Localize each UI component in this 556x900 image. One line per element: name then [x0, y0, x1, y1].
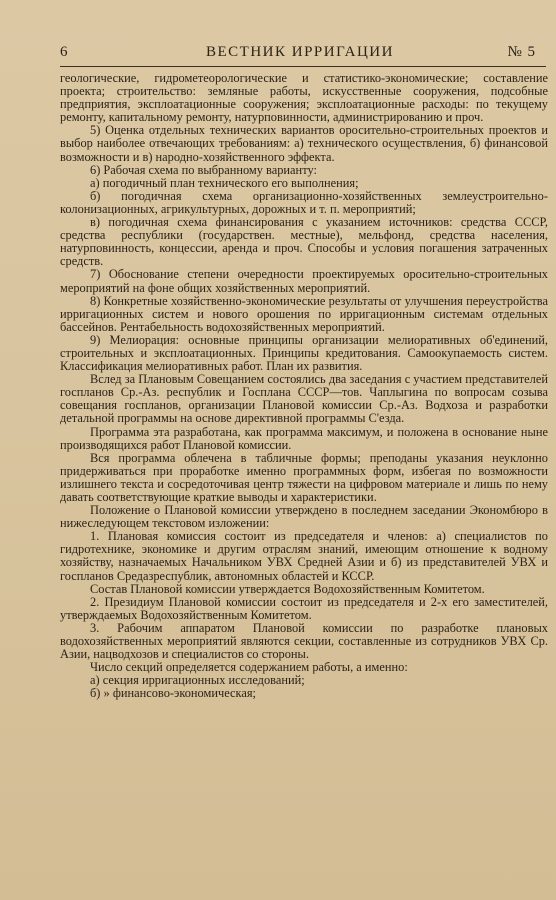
page-header — [60, 44, 540, 64]
paragraph: 5) Оценка отдельных технических вариантов оросительно-строительных проектов и выбор наиболее отвечающих требованиям: а) технического осуществления, б) финансовой возможности и в) народно-хозяйственного эффекта. — [60, 123, 548, 164]
paragraph: Вся программа облечена в табличные формы; преподаны указания неуклонно придерживаться при проработке именно программных форм, избегая по возможности излишнего текста и сосредоточивая центр тяжести на цифровом материале и лишь по нему давать соответствующие краткие выводы и характеристики. — [60, 450, 548, 504]
paragraph: Положение о Плановой комиссии утверждено в последнем заседании Экономбюро в нижеследующем текстовом изложении: — [60, 503, 548, 531]
paragraph: б) погодичная схема организационно-хозяйственных землеустроительно-колонизационных, агрикультурных, дорожных и т. п. мероприятий; — [60, 188, 548, 216]
paragraph: 8) Конкретные хозяйственно-экономические результаты от улучшения переустройства ирригационных систем и нового орошения по ирригационным системам отдельных бассейнов. Рентабельность водохозяйственных мероприятий. — [60, 293, 548, 334]
paragraph: в) погодичная схема финансирования с указанием источников: средства СССР, средства республики (государствен. местные), мельфонд, средства населения, натурповинность, концессии, аренда и проч. Способы и условия погашения затраченных средств. — [60, 215, 548, 269]
issue-number: № 5 — [507, 44, 536, 60]
paragraph: Состав Плановой комиссии утверждается Водохозяйственным Комитетом. — [90, 581, 485, 596]
paragraph: геологические, гидрометеорологические и статистико-экономические; составление проекта; строительство: земляные работы, искусственные сооружения, подсобные предприятия, эксплоатационные сооружения; эксплоатационные расходы: по текущему ремонту, капитальному ремонту, натурповинности, администрированию и проч. — [60, 71, 548, 125]
paragraph: б) » финансово-экономическая; — [90, 686, 257, 701]
header-rule — [60, 66, 546, 67]
page-number: 6 — [60, 44, 69, 60]
paragraph: 7) Обоснование степени очередности проектируемых оросительно-строительных мероприятий на фоне общих хозяйственных мероприятий. — [60, 267, 548, 295]
paragraph: 1. Плановая комиссия состоит из председателя и членов: а) специалистов по гидротехнике, экономике и другим отраслям знаний, имеющим отношение к водному хозяйству, назначаемых Начальником УВХ Средней Азии и б) из представителей УВХ и госпланов Средазреспублик, автономных областей и КССР. — [60, 529, 548, 583]
paragraph: Вслед за Плановым Совещанием состоялись два заседания с участием представителей госпланов Ср.-Аз. республик и Госплана СССР—тов. Чаплыгина по вопросам созыва совещания госпланов, организации Плановой комиссии Ср.-Аз. Водхоза и разработки детальной программы на основе директивной программы С'езда. — [60, 372, 548, 426]
paragraph: 2. Президиум Плановой комиссии состоит из председателя и 2-х его заместителей, утверждаемых Водохозяйственным Комитетом. — [60, 594, 548, 622]
paragraph: а) погодичный план технического его выполнения; — [90, 175, 359, 190]
paragraph: 3. Рабочим аппаратом Плановой комиссии по разработке плановых водохозяйственных мероприятий являются секции, составленные из сотрудников УВХ Ср. Азии, нацводхозов и специалистов со стороны. — [60, 620, 548, 662]
article-body — [60, 72, 548, 701]
journal-title: ВЕСТНИК ИРРИГАЦИИ — [206, 44, 394, 60]
paragraph: 9) Мелиорация: основные принципы организации мелиоративных об'единений, строительных и эксплоатационных. Принципы кредитования. Самоокупаемость систем. Классификация мелиоративных работ. План их развития. — [60, 332, 548, 374]
paragraph: Программа эта разработана, как программа максимум, и положена в основание ныне производящихся работ Плановой комиссии. — [60, 424, 548, 452]
paragraph: а) секция ирригационных исследований; — [90, 673, 305, 688]
paragraph: Число секций определяется содержанием работы, а именно: — [90, 660, 408, 675]
paragraph: 6) Рабочая схема по выбранному варианту: — [90, 162, 317, 177]
